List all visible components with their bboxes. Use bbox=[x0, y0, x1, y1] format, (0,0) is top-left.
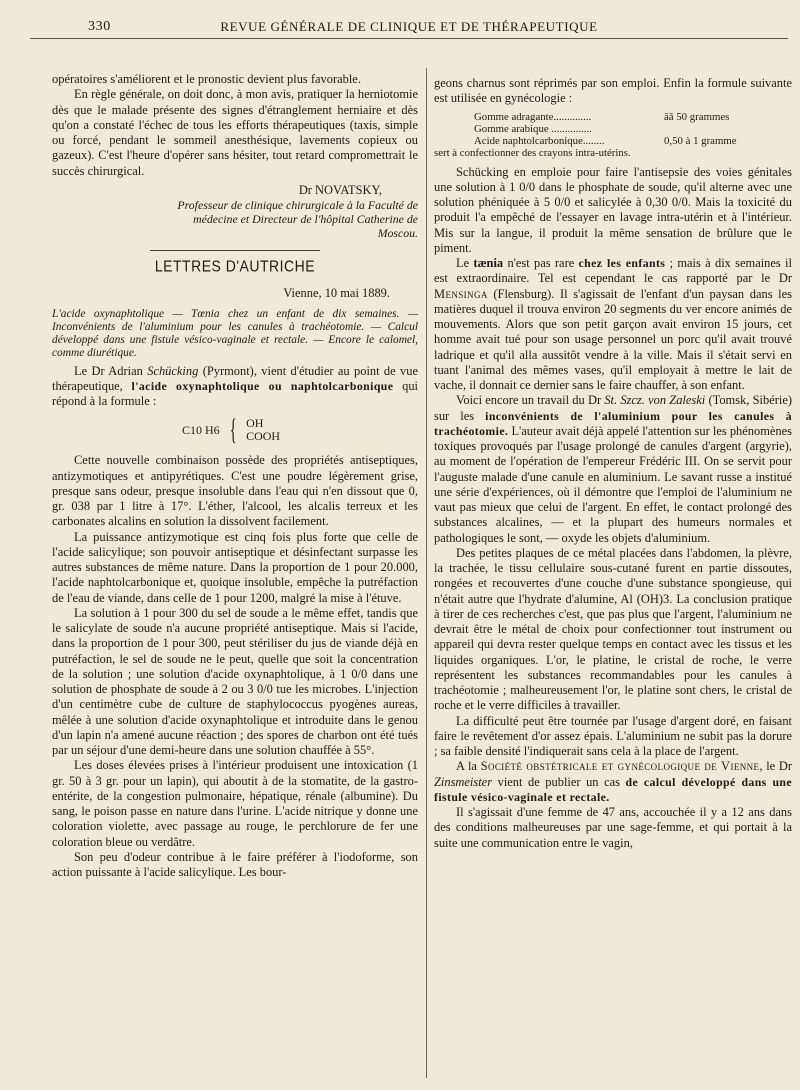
bold-term: tænia bbox=[473, 256, 504, 270]
paragraph: Des petites plaques de ce métal placées dans l'abdomen, la plèvre, la trachée, le tissu cellulaire sous-cutané furent en partie dissoutes, rongées et recouvertes d'une couche d'une substance spongieuse, qui n'était autre que l'hydrate d'alumine, Al (OH)3. La conclusion pratique à tirer de ces recherches c'est, que pas plus que l'argent, l'aluminium ne devrait être le métal de choix pour confectionner tout instrument ou appareil qui devra rester quelque temps en contact avec les tissus et les liquides organiques. L'or, le platine, le cristal de roche, le verre représentent les substances recommandables pour les canules à trachéotomie ; malheureusement l'or, le platine sont chers, le cristal de roche et le verre difficiles à travailler. bbox=[434, 545, 792, 713]
paragraph: Cette nouvelle combinaison possède des propriétés antiseptiques, antizymotiques et antipyrétiques. C'est une poudre légèrement grise, presque sans odeur, presque insoluble dans l'eau qui n'en dissout que 0, gr. 038 par 1 litre à 17°. L'éther, l'alcool, les alcalis terreux et les carbonates alcalins en solution la dissolvent facilement. bbox=[52, 453, 418, 529]
text-run: Voici encore un travail du Dr bbox=[456, 393, 605, 408]
recipe bbox=[434, 111, 792, 159]
text-run: ; mais à dix semaines il est extraordinaire. Tel est cependant le cas rapporté par le Dr bbox=[434, 256, 792, 286]
paragraph: Son peu d'odeur contribue à le faire préférer à l'iodoforme, son action puissante à l'acide salicylique. Les bour- bbox=[52, 849, 418, 879]
recipe-quantity: āā 50 grammes bbox=[664, 110, 730, 123]
recipe-row bbox=[434, 123, 792, 135]
text-run: Le Dr Adrian bbox=[74, 363, 148, 378]
paragraph: Les doses élevées prises à l'intérieur produisent une intoxication (1 gr. 50 à 3 gr. pour un lapin), qui aboutit à de la stomatite, de la gastro-entérite, de la congestion pulmonaire, hépatique, rénale (albumine). Du sang, le poison passe en nature dans l'urine. L'acide nitrique y donne une coloration violette, avec passage au rouge, le perchlorure de fer une coloration bleue ou verdâtre. bbox=[52, 758, 418, 849]
brace-glyph: { bbox=[229, 413, 237, 447]
bold-term: inconvénients de l'aluminium pour les canules à trachéotomie. bbox=[434, 408, 792, 438]
paragraph: En règle générale, on doit donc, à mon avis, pratiquer la herniotomie dès que le malade présente des signes d'étranglement herniaire et dès qu'on a constaté l'échec de tous les efforts thérapeutiques (taxis, simple ou forcé, pendant le sommeil anesthésique, lavements copieux ou gazeux). C'est l'heure d'opérer sans hésiter, tout retard compromettrait le succès chirurgical. bbox=[52, 87, 418, 178]
text-run: Le bbox=[456, 256, 474, 270]
formula-base: C10 H6 bbox=[182, 422, 220, 437]
chemical-formula bbox=[182, 415, 418, 445]
dateline: Vienne, 10 mai 1889. bbox=[283, 286, 390, 301]
section-title: LETTRES D'AUTRICHE bbox=[154, 256, 316, 276]
paragraph bbox=[434, 759, 792, 805]
text-run: qui répond à la formule : bbox=[52, 378, 419, 408]
recipe-note: sert à confectionner des crayons intra-utérins. bbox=[434, 146, 631, 159]
paragraph: Schücking en emploie pour faire l'antisepsie des voies génitales une solution à 1 0/0 dans le phosphate de soude, qu'il alterne avec une solution phéniquée à 5 0/0 et salicylée à 0,30 0/0. Mais la toxicité du produit l'a empêché de l'essayer en lavage intra-utérin et à l'intérieur. Mis sur la langue, il produit la même sensation de brûlure que le piment. bbox=[434, 164, 792, 255]
text-run: (Flensburg). Il s'agissait de l'enfant d'un paysan dans les matières duquel il trouva environ 20 segments du ver encore animés de mouvements. Alors que son petit garçon avait environ 15 jours, cet homme avait tué pour son usage personnel un porc qu'il avait trouvé ladrique et qu'il alla aussitôt vendre à la ville. Mais il s'était servi en tuant l'animal des mêmes vases, qu'il employait à mettre le lait de vache, il donnait ce dernier sans le faire chauffer, à son enfant. bbox=[434, 286, 792, 392]
author-signature: Dr NOVATSKY, bbox=[298, 182, 382, 197]
recipe-quantity: 0,50 à 1 gramme bbox=[664, 134, 737, 147]
section-rule bbox=[150, 250, 320, 251]
page-number: 330 bbox=[88, 19, 111, 34]
text-run: A la bbox=[456, 759, 481, 774]
formula-groups bbox=[246, 417, 280, 443]
author-title: Professeur de clinique chirurgicale à la Faculté de médecine et Directeur de l'hôpital Catherine de Moscou. bbox=[177, 198, 418, 240]
paragraph bbox=[434, 256, 792, 393]
text-run: (Pyrmont), vient d'étudier au point de vue thérapeutique, bbox=[52, 363, 418, 393]
person-name: Mensinga bbox=[434, 286, 488, 301]
recipe-row bbox=[434, 135, 792, 147]
paragraph: La puissance antizymotique est cinq fois plus forte que celle de l'acide salicylique; son pouvoir antiseptique et désinfectant surpasse les autres substances de même nature. Dans la proportion de 1 pour 20.000, l'acide naphtolcarbonique et, quoique insoluble, empêche la putréfaction de l'eau de viande, dans celle de 1 pour 1200, malgré la mise à l'étuve. bbox=[52, 529, 418, 605]
section-summary: L'acide oxynaphtolique — Tœnia chez un enfant de dix semaines. — Inconvénients de l'aluminium pour les canules à trachéotomie. — Calcul développé dans une fistule vésico-vaginale et rectale. — Encore le calomel, comme diurétique. bbox=[52, 307, 418, 359]
formula-group-oh: OH bbox=[246, 416, 264, 431]
paragraph: opératoires s'améliorent et le pronostic devient plus favorable. bbox=[52, 72, 361, 86]
recipe-ingredient: Gomme arabique ............... bbox=[474, 122, 592, 135]
recipe-row bbox=[434, 111, 792, 123]
person-name: Schücking bbox=[147, 363, 199, 378]
text-run: L'auteur avait déjà appelé l'attention sur les phénomènes toxiques provoqués par l'usage prolongé de canules d'argent (argyrie), au moment de l'opération de l'empereur Frédéric III. On se servit pour l'auguste malade d'une canule en aluminium. Le savant russe a institué une série d'expériences, où il démontre que l'emploi de l'aluminium ne vaut pas mieux que celui de l'argent. En effet, le contact prolongé des substances alcalines, — et la plupart des humeurs normales et pathologiques le sont, — oxyde les objets d'aluminium. bbox=[434, 423, 792, 545]
bold-term: de calcul développé dans une fistule vésico-vaginale et rectale. bbox=[434, 774, 792, 804]
text-run: n'est pas rare bbox=[503, 256, 579, 270]
formula-group-cooh: COOH bbox=[246, 429, 281, 444]
bold-term: l'acide oxynaphtolique ou naphtolcarbonique bbox=[131, 378, 394, 393]
text-run: vient de publier un cas bbox=[492, 774, 626, 789]
paragraph: La solution à 1 pour 300 du sel de soude a le même effet, tandis que le salicylate de soude n'a aucune propriété antiseptique. Mais si l'acide, dans la proportion de 1 pour 300, peut stériliser du jus de viande déjà en putréfaction, le sel de soude ne le peut, quelle que soit la concentration de la solution ; une solution d'acide oxynaphtolique, à 1 0/0 dans une solution de phosphate de soude à 2 ou 3 0/0 tue les microbes. L'injection d'un centimètre cube de culture de staphylococcus pyogènes aureas, mêlée à une solution d'acide oxynaphtolique et introduite dans le genou d'un lapin n'a amené aucune réaction ; des spores de charbon ont été tués par un séjour d'une demi-heure dans une solution chauffée à 55°. bbox=[52, 605, 418, 757]
society-name: Société obstétricale et gynécologique de Vienne bbox=[480, 759, 760, 774]
running-title: REVUE GÉNÉRALE DE CLINIQUE ET DE THÉRAPEUTIQUE bbox=[220, 19, 598, 34]
recipe-ingredient: Gomme adragante.............. bbox=[474, 110, 592, 123]
paragraph: Il s'agissait d'une femme de 47 ans, accouchée il y a 12 ans dans des conditions malheureuses par une sage-femme, et qui portait à la suite une communication entre le vagin, bbox=[434, 805, 792, 850]
text-run: (Tomsk, Sibérie) sur les bbox=[434, 393, 792, 423]
person-name: Zinsmeister bbox=[434, 774, 493, 789]
page-header bbox=[30, 14, 788, 39]
recipe-ingredient: Acide naphtolcarbonique........ bbox=[474, 134, 605, 147]
left-column bbox=[52, 72, 418, 880]
paragraph: geons charnus sont réprimés par son emploi. Enfin la formule suivante est utilisée en gynécologie : bbox=[434, 76, 792, 106]
recipe-quantity bbox=[664, 123, 792, 135]
column-divider bbox=[426, 68, 427, 1078]
person-name: St. Szcz. von Zaleski bbox=[604, 393, 706, 408]
right-column bbox=[434, 76, 792, 851]
paragraph: La difficulté peut être tournée par l'usage d'argent doré, en faisant faire le revêtement d'or assez épais. L'aluminium ne subit pas la dorure ; sa faible densité l'indiquerait sans cela à la place de l'argent. bbox=[434, 713, 792, 758]
paragraph bbox=[434, 393, 792, 546]
bold-term: chez les enfants bbox=[578, 256, 666, 270]
text-run: , le Dr bbox=[759, 759, 792, 774]
paragraph bbox=[52, 364, 418, 410]
